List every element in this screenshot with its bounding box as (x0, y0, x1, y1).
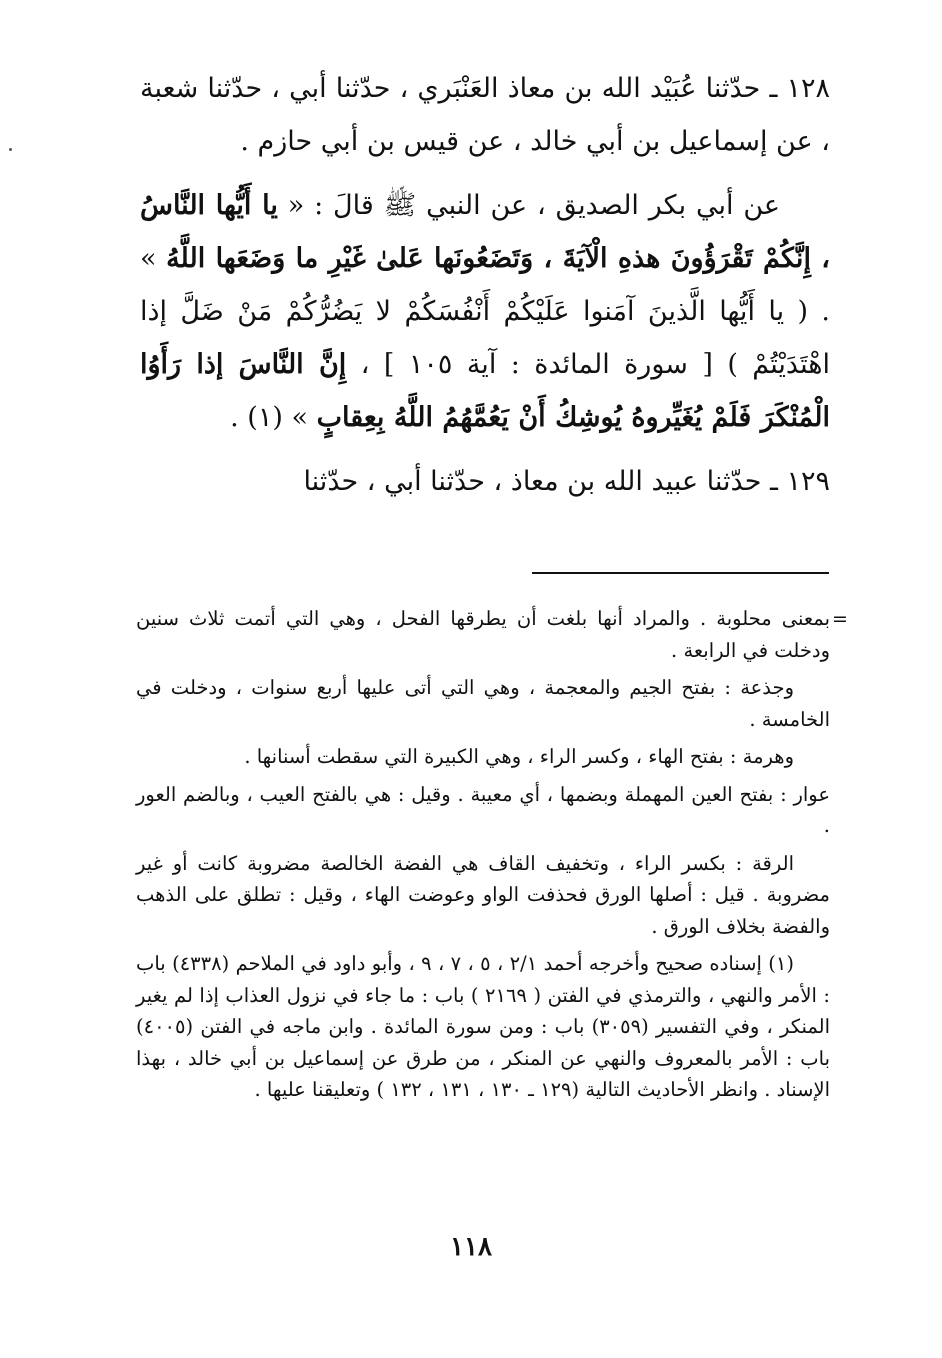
footnote-paragraph: بمعنى محلوبة . والمراد أنها بلغت أن يطرقها الفحل ، وهي التي أتمت ثلاث سنين ودخلت في الرابعة . (136, 607, 830, 662)
footnote-paragraph: وهرمة : بفتح الهاء ، وكسر الراء ، وهي الكبيرة التي سقطت أسنانها . (244, 745, 794, 768)
footnote-continuation-mark: = (832, 608, 848, 630)
footnotes (136, 603, 830, 1112)
footnote-1: (١) إسناده صحيح وأخرجه أحمد ٢/١ ، ٥ ، ٧ ، ٩ ، وأبو داود في الملاحم (٤٣٣٨) باب : الأمر والنهي ، والترمذي في الفتن ( ٢١٦٩ ) باب : ما جاء في نزول العذاب إذا لم يغير المنكر ، وفي التفسير (٣٠٥٩) باب : ومن سورة المائدة . وابن ماجه في الفتن (٤٠٠٥) باب : الأمر بالمعروف والنهي عن المنكر ، من طرق عن إسماعيل بن أبي خالد ، بهذا الإسناد . وانظر الأحاديث التالية (١٢٩ ـ ١٣٠ ، ١٣١ ، ١٣٢ ) وتعليقنا عليها . (136, 952, 830, 1101)
footnote-paragraph: الرقة : بكسر الراء ، وتخفيف القاف هي الفضة الخالصة مضروبة كانت أو غير مضروبة . قيل : أصلها الورق فحذفت الواو وعوضت الهاء ، وقيل : تطلق على الذهب والفضة بخلاف الورق . (136, 851, 830, 938)
footnote-separator (532, 572, 829, 574)
hadith-128-quote-part-2: إِنَّ النَّاسَ إذا رَأَوُا الْمُنْكَرَ فَلَمْ يُغَيِّروهُ يُوشِكُ أَنْ يَعُمَّهُمُ اللَّهُ بِعِقابٍ (140, 349, 830, 433)
hadith-128-matn (140, 179, 830, 444)
main-text (140, 62, 830, 519)
hadith-128-quran-citation: » . ( يا أَيُّها الَّذينَ آمَنوا عَلَيْكُمْ أَنْفُسَكُمْ لا يَضُرُّكُمْ مَنْ ضَلَّ إذا اهْتَدَيْتُمْ ) [ سورة المائدة : آية ١٠٥ ] ، (140, 243, 830, 380)
footnote-paragraph: عوار : بفتح العين المهملة وبضمها ، أي معيبة . وقيل : هي بالفتح العيب ، وبالضم العور . (136, 782, 830, 837)
hadith-128-quote-part-1: يا أَيُّها النَّاسُ ، إِنَّكُمْ تَقْرَؤُونَ هذهِ الْآيَةَ ، وَتَضَعُونَها عَلىٰ غَيْرِ ما وَضَعَها اللَّهُ (140, 190, 831, 274)
hadith-128-quote-end: » (١) . (230, 402, 308, 433)
hadith-128-intro: عن أبي بكر الصديق ، عن النبي ﷺ قالَ : « (287, 190, 780, 221)
page-number: ١١٨ (450, 1232, 492, 1262)
margin-speck (9, 148, 12, 151)
footnote-paragraph: وجذعة : بفتح الجيم والمعجمة ، وهي التي أتى عليها أربع سنوات ، ودخلت في الخامسة . (136, 676, 830, 731)
hadith-128-isnad: ١٢٨ ـ حدّثنا عُبَيْد الله بن معاذ العَنْبَري ، حدّثنا أبي ، حدّثنا شعبة ، عن إسماعيل بن أبي خالد ، عن قيس بن أبي حازم . (140, 73, 830, 157)
hadith-129-isnad: ١٢٩ ـ حدّثنا عبيد الله بن معاذ ، حدّثنا أبي ، حدّثنا (303, 466, 830, 497)
